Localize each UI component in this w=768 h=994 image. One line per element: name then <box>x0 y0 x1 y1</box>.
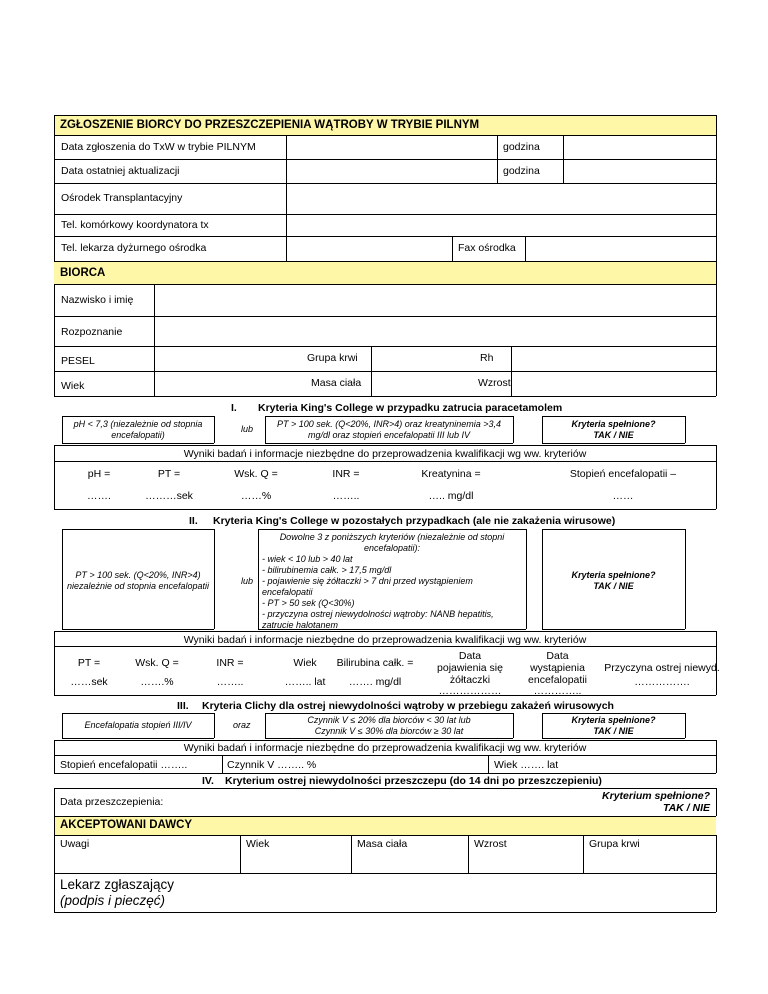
dawcy-col-wzrost: Wzrost <box>474 838 507 850</box>
s2-kryteria-question: Kryteria spełnione? <box>571 570 656 580</box>
label-godzina-1: godzina <box>503 141 540 153</box>
s2-wyniki-heading: Wyniki badań i informacje niezbędne do przeprowadzenia kwalifikacji wg ww. kryteriów <box>183 634 587 646</box>
s3-czynnik-v[interactable]: Czynnik V …….. % <box>227 759 317 771</box>
section-2-number: II. <box>189 515 198 527</box>
s2-label-data-encefalopatii-3: encefalopatii <box>528 674 587 686</box>
label-rh: Rh <box>480 352 494 364</box>
label-data-zgloszenia: Data zgłoszenia do TxW w trybie PILNYM <box>61 141 256 153</box>
s2-label-data-zoltaczki-3: żółtaczki <box>449 674 491 686</box>
s1-label-ph: pH = <box>87 468 111 480</box>
dawcy-col-uwagi: Uwagi <box>60 838 90 850</box>
s3-oraz: oraz <box>233 720 251 730</box>
section-4-title: Kryterium ostrej niewydolności przeszczepu (do 14 dni po przeszczepieniu) <box>225 775 602 787</box>
s1-kryteria-question: Kryteria spełnione? <box>571 419 656 429</box>
s2-criteria-intro-1: Dowolne 3 z poniższych kryteriów (niezależnie od stopni <box>279 532 505 542</box>
dawcy-col-masa: Masa ciała <box>357 838 408 850</box>
s2-label-data-encefalopatii-2: wystąpienia <box>530 662 585 674</box>
label-wiek: Wiek <box>61 380 85 392</box>
footer-lekarz: Lekarz zgłaszający <box>60 877 175 892</box>
label-tel-lekarza: Tel. lekarza dyżurnego ośrodka <box>61 242 207 254</box>
s1-wyniki-heading: Wyniki badań i informacje niezbędne do przeprowadzenia kwalifikacji wg ww. kryteriów <box>183 448 587 460</box>
s2-label-wskq: Wsk. Q = <box>135 657 179 669</box>
s2-lub: lub <box>241 576 254 586</box>
s4-label-data-przeszczepienia: Data przeszczepienia: <box>60 796 164 808</box>
footer-podpis: (podpis i pieczęć) <box>60 893 166 908</box>
s2-criteria-item: - wiek < 10 lub > 40 lat <box>262 554 353 564</box>
s3-wiek[interactable]: Wiek ……. lat <box>494 759 559 771</box>
s3-wyniki-heading: Wyniki badań i informacje niezbędne do przeprowadzenia kwalifikacji wg ww. kryteriów <box>183 742 587 754</box>
s1-lub: lub <box>241 424 254 434</box>
s2-criterion-pt-1: PT > 100 sek. (Q<20%, INR>4) <box>75 570 201 580</box>
s3-criterion-czynnik-1: Czynnik V ≤ 20% dla biorców < 30 lat lub <box>307 715 471 725</box>
s1-value-wskq[interactable]: ……% <box>240 490 272 502</box>
s3-criterion-czynnik-2: Czynnik V ≤ 30% dla biorców ≥ 30 lat <box>314 726 464 736</box>
s3-stopien-encefalopatii[interactable]: Stopień encefalopatii …….. <box>60 759 188 771</box>
s2-criteria-item: encefalopatii <box>262 587 313 597</box>
s2-label-data-zoltaczki-1: Data <box>458 650 482 662</box>
s2-label-pt: PT = <box>77 657 101 669</box>
s1-criterion-ph-2: encefalopatii) <box>111 430 165 440</box>
s2-value-inr[interactable]: …….. <box>216 676 244 688</box>
s3-criterion-encefalopatia: Encefalopatia stopień III/IV <box>84 720 192 730</box>
s2-criteria-item: - PT > 50 sek (Q<30%) <box>262 598 355 608</box>
s2-label-data-encefalopatii-1: Data <box>546 650 569 662</box>
s1-criterion-pt-1: PT > 100 sek. (Q<20%, INR>4) oraz kreatyninemia >3,4 <box>276 419 502 429</box>
s1-value-stopien[interactable]: …… <box>612 490 634 502</box>
s2-criterion-pt-2: niezależnie od stopnia encefalopatii <box>66 581 210 591</box>
page-title: ZGŁOSZENIE BIORCY DO PRZESZCZEPIENIA WĄTROBY W TRYBIE PILNYM <box>60 119 480 131</box>
s3-kryteria-answer[interactable]: TAK / NIE <box>593 726 634 736</box>
label-nazwisko: Nazwisko i imię <box>61 294 134 306</box>
s2-value-przyczyna[interactable]: ……………. <box>634 676 690 688</box>
s2-kryteria-answer[interactable]: TAK / NIE <box>593 581 634 591</box>
s1-label-wskq: Wsk. Q = <box>234 468 278 480</box>
akceptowani-title: AKCEPTOWANI DAWCY <box>60 819 193 831</box>
s2-value-wiek[interactable]: …….. lat <box>284 676 326 688</box>
label-godzina-2: godzina <box>503 165 540 177</box>
label-data-aktualizacji: Data ostatniej aktualizacji <box>61 165 180 177</box>
s1-value-pt[interactable]: ………sek <box>145 490 193 502</box>
dawcy-col-grupa-krwi: Grupa krwi <box>589 838 640 850</box>
s1-value-kreatynina[interactable]: ….. mg/dl <box>428 490 474 502</box>
label-wzrost: Wzrost <box>478 377 511 389</box>
s2-criteria-item: zatrucie halotanem <box>262 620 339 630</box>
s2-criteria-item: - przyczyna ostrej niewydolności wątroby: NANB hepatitis, <box>262 609 494 619</box>
s2-value-wskq[interactable]: …….% <box>140 676 174 688</box>
s1-kryteria-answer[interactable]: TAK / NIE <box>593 430 634 440</box>
label-pesel: PESEL <box>61 355 95 367</box>
s2-criteria-item: - bilirubinemia całk. > 17,5 mg/dl <box>262 565 392 575</box>
label-osrodek: Ośrodek Transplantacyjny <box>61 192 183 204</box>
label-tel-koordynatora: Tel. komórkowy koordynatora tx <box>61 219 209 231</box>
section-3-title: Kryteria Clichy dla ostrej niewydolności wątroby w przebiegu zakażeń wirusowych <box>202 700 614 712</box>
s2-label-inr: INR = <box>216 657 244 669</box>
s1-label-inr: INR = <box>332 468 360 480</box>
s4-kryterium-answer[interactable]: TAK / NIE <box>662 802 710 814</box>
s1-criterion-pt-2: mg/dl oraz stopień encefalopatii III lub IV <box>307 430 471 440</box>
biorca-title: BIORCA <box>60 267 106 279</box>
section-4-number: IV. <box>202 775 214 787</box>
label-fax: Fax ośrodka <box>458 242 516 254</box>
section-3-number: III. <box>177 700 189 712</box>
s2-value-data-encefalopatii[interactable]: ………….. <box>533 685 582 697</box>
s2-label-data-zoltaczki-2: pojawienia się <box>437 662 503 674</box>
s1-value-inr[interactable]: …….. <box>332 490 360 502</box>
s1-label-pt: PT = <box>157 468 181 480</box>
section-1-title: Kryteria King's College w przypadku zatrucia paracetamolem <box>258 402 563 414</box>
s2-criteria-item: - pojawienie się żółtaczki > 7 dni przed wystąpieniem <box>262 576 473 586</box>
s2-value-data-zoltaczki[interactable]: ……………… <box>438 685 502 697</box>
s2-label-przyczyna: Przyczyna ostrej niewyd. <box>604 662 720 674</box>
dawcy-col-wiek: Wiek <box>246 838 270 850</box>
label-rozpoznanie: Rozpoznanie <box>61 326 123 338</box>
label-masa: Masa ciała <box>311 377 362 389</box>
s4-kryterium-question: Kryterium spełnione? <box>602 790 710 802</box>
s2-value-bilirubina[interactable]: ……. mg/dl <box>348 676 402 688</box>
s2-value-pt[interactable]: ……sek <box>70 676 108 688</box>
s1-value-ph[interactable]: ……. <box>87 490 111 502</box>
s1-label-stopien: Stopień encefalopatii – <box>569 468 677 480</box>
s2-criteria-intro-2: encefalopatii): <box>363 543 421 553</box>
section-1-number: I. <box>231 402 237 414</box>
label-grupa-krwi: Grupa krwi <box>307 352 358 364</box>
section-2-title: Kryteria King's College w pozostałych przypadkach (ale nie zakażenia wirusowe) <box>213 515 616 527</box>
s2-label-wiek: Wiek <box>293 657 317 669</box>
s1-criterion-ph-1: pH < 7,3 (niezależnie od stopnia <box>73 419 203 429</box>
s2-label-bilirubina: Bilirubina całk. = <box>336 657 414 669</box>
s3-kryteria-question: Kryteria spełnione? <box>571 715 656 725</box>
biorca-band <box>54 262 716 284</box>
s1-label-kreatynina: Kreatynina = <box>421 468 481 480</box>
